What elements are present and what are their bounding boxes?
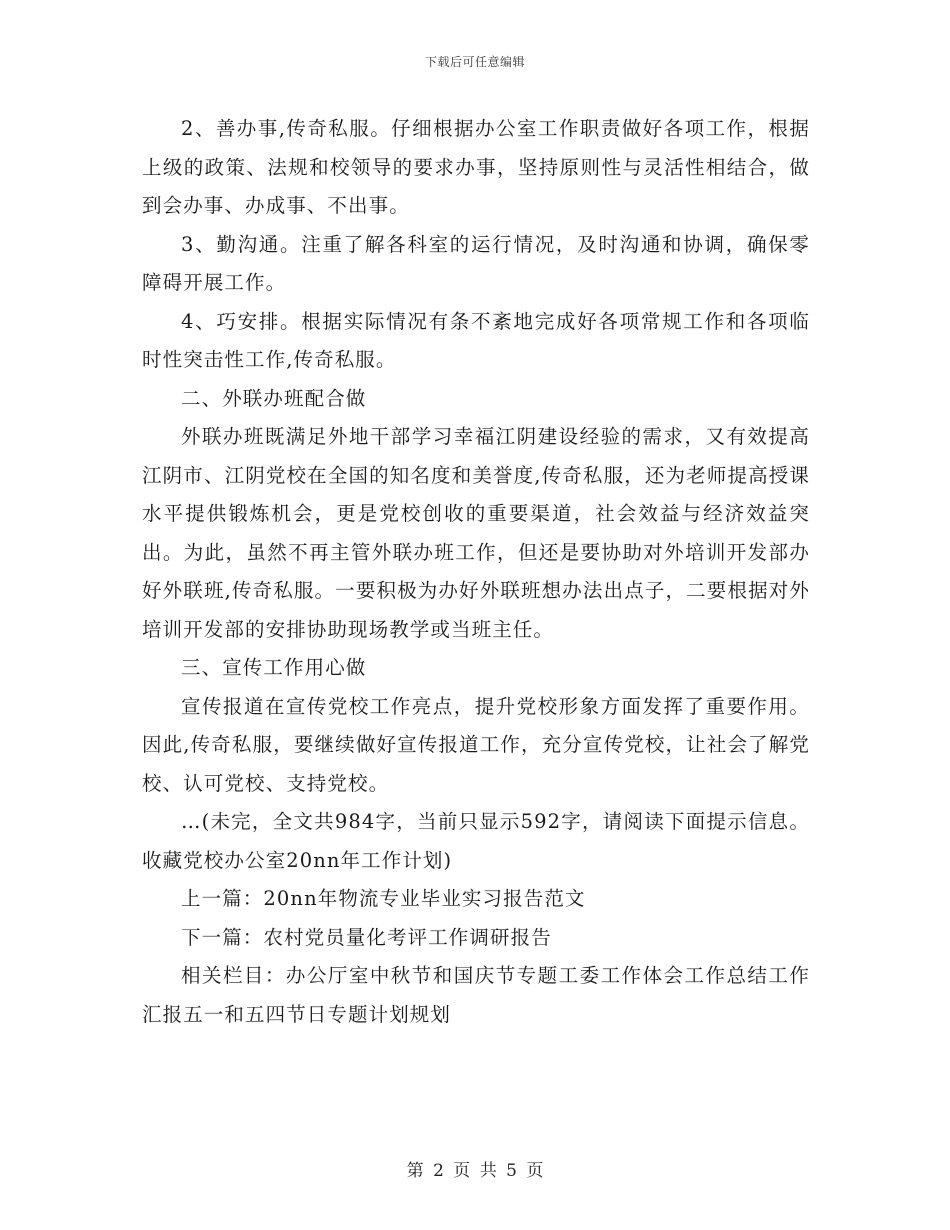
prev-article-label: 上一篇：: [181, 887, 264, 910]
next-article-label: 下一篇：: [181, 925, 264, 949]
document-body: [142, 110, 810, 1034]
section-heading-outreach: 二、外联办班配合做: [181, 386, 367, 410]
paragraph-item-3: 3、勤沟通。注重了解各科室的运行情况，及时沟通和协调，确保零障碍开展工作。: [142, 232, 810, 294]
related-columns-label: 相关栏目：: [181, 964, 286, 987]
page-number: 第 2 页 共 5 页: [406, 1161, 544, 1181]
next-article-link[interactable]: 农村党员量化考评工作调研报告: [263, 925, 552, 949]
prev-article: [142, 880, 810, 919]
paragraph-outreach: 外联办班既满足外地干部学习幸福江阴建设经验的需求，又有效提高江阴市、江阴党校在全国的知名度和美誉度,传奇私服，还为老师提高授课水平提供锻炼机会，更是党校创收的重要渠道，社会效益与经济效益突出。为此，虽然不再主管外联办班工作，但还是要协助对外培训开发部办好外联班,传奇私服。一要积极为办好外联班想办法出点子，二要根据对外培训开发部的安排协助现场教学或当班主任。: [142, 425, 810, 641]
paragraph-item-2: 2、善办事,传奇私服。仔细根据办公室工作职责做好各项工作，根据上级的政策、法规和校领导的要求办事，坚持原则性与灵活性相结合，做到会办事、办成事、不出事。: [142, 117, 810, 217]
truncation-notice: …(未完，全文共984字，当前只显示592字，请阅读下面提示信息。收藏党校办公室20nn年工作计划): [142, 810, 810, 872]
prev-article-link[interactable]: 20nn年物流专业毕业实习报告范文: [263, 887, 586, 910]
section-heading-publicity: 三、宣传工作用心做: [181, 656, 367, 679]
next-article: [142, 919, 810, 958]
paragraph-item-4: 4、巧安排。根据实际情况有条不紊地完成好各项常规工作和各项临时性突击性工作,传奇私服。: [142, 309, 810, 371]
related-columns: [142, 957, 810, 1034]
header-note: 下载后可任意编辑: [424, 55, 525, 69]
paragraph-publicity: 宣传报道在宣传党校工作亮点，提升党校形象方面发挥了重要作用。因此,传奇私服，要继续做好宣传报道工作，充分宣传党校，让社会了解党校、认可党校、支持党校。: [142, 694, 810, 795]
related-columns-links[interactable]: 办公厅室中秋节和国庆节专题工委工作体会工作总结工作汇报五一和五四节日专题计划规划: [142, 964, 810, 1026]
